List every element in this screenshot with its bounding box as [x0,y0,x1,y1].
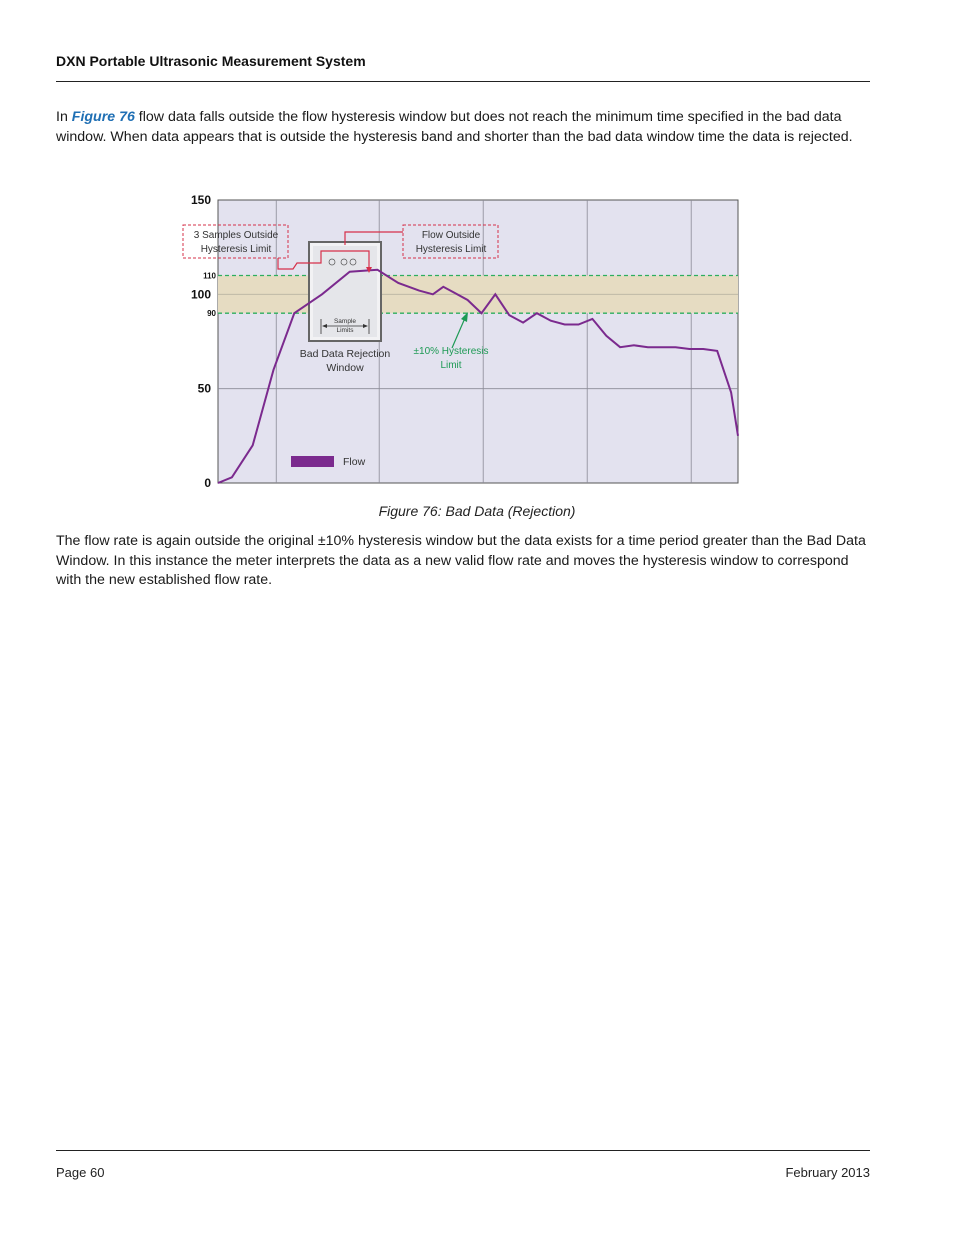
hysteresis-label-2: Limit [440,360,462,371]
samples-outside-label-1: 3 Samples Outside [193,230,279,241]
header-rule [56,81,870,82]
y-tick-label: 100 [190,287,211,302]
chart-svg [175,185,750,495]
bad-data-window-label-2: Window [326,362,364,374]
figure-chart [175,185,750,495]
bad-data-window-label-1: Bad Data Rejection [299,348,391,360]
flow-outside-label-2: Hysteresis Limit [415,244,487,255]
sample-limits-label-2: Limits [336,327,354,334]
y-tick-label: 50 [197,381,211,396]
y-tick-label: 0 [204,476,211,490]
outro-paragraph: The flow rate is again outside the original ±10% hysteresis window but the data exists for a time period greater than the Bad Data Window. In this instance the meter interprets the data as a new valid flow rate and moves the hysteresis window to correspond with the new established flow rate. [56,533,866,588]
y-tick-label: 150 [190,193,211,207]
intro-text: flow data falls outside the flow hysteresis window but does not reach the minimum time specified in the bad data window. When data appears that is outside the hysteresis band and shorter than the bad data window time the data is rejected. [56,109,853,145]
footer-date: February 2013 [785,1165,870,1180]
sample-limits-label-1: Sample [333,318,357,325]
legend-swatch [291,456,334,467]
plot-area [218,200,738,483]
flow-outside-label-1: Flow Outside [421,230,481,241]
intro-paragraph [56,108,870,147]
intro-prefix: In [56,109,72,125]
figure-caption: Figure 76: Bad Data (Rejection) [378,503,576,519]
hysteresis-label-1: ±10% Hysteresis [413,346,489,357]
band-tick-label: 110 [203,271,216,281]
footer-rule [56,1150,870,1151]
figure-reference-link[interactable]: Figure 76 [71,109,135,125]
band-tick-label: 90 [207,309,216,319]
running-header: DXN Portable Ultrasonic Measurement System [56,53,366,69]
legend-label: Flow [343,456,366,468]
page-number: Page 60 [56,1165,105,1180]
samples-outside-label-2: Hysteresis Limit [200,244,272,255]
